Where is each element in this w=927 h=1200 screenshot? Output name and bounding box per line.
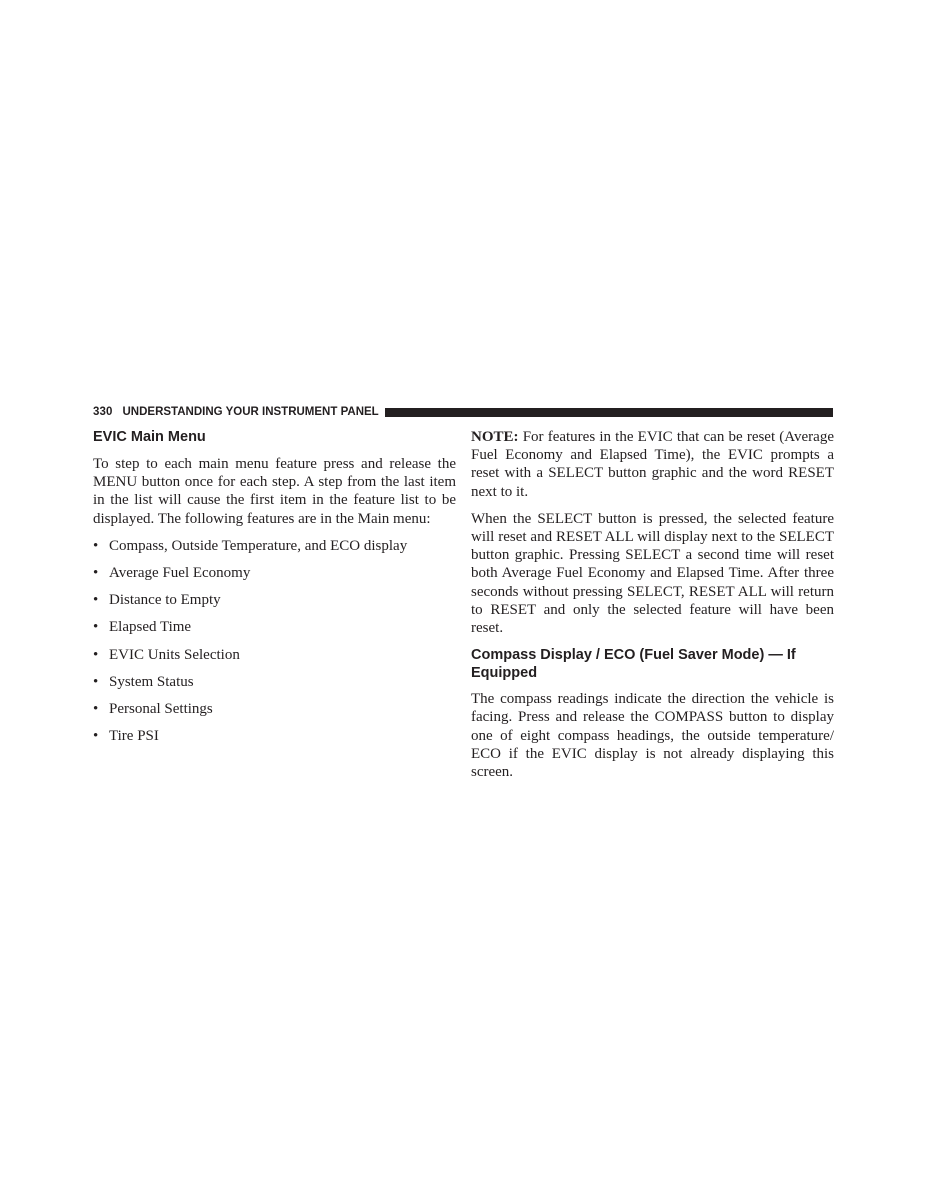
right-column (471, 428, 834, 790)
bullet-icon: • (93, 646, 99, 663)
section-title: UNDERSTANDING YOUR INSTRUMENT PANEL (122, 406, 379, 418)
note-paragraph (471, 428, 834, 501)
list-item-text: Elapsed Time (109, 619, 192, 636)
list-item-text: EVIC Units Selection (109, 646, 240, 663)
list-item (93, 564, 456, 582)
compass-display-heading: Compass Display / ECO (Fuel Saver Mode) — If Equipped (471, 647, 796, 682)
list-item (93, 727, 456, 745)
note-text: For features in the EVIC that can be reset (Average Fuel Economy and Elapsed Time), the EVIC prompts a reset with a SELECT button graphic and the word RESET next to it. (471, 429, 834, 500)
list-item (93, 618, 456, 636)
bullet-icon: • (93, 701, 99, 718)
intro-paragraph: To step to each main menu feature press and release the MENU button once for each step. A step from the last item in the list will cause the first item in the feature list to be displayed. The following features are in the Main menu: (93, 456, 456, 527)
list-item (93, 591, 456, 609)
bullet-icon: • (93, 537, 99, 554)
list-item-text: Distance to Empty (109, 592, 221, 609)
list-item-text: Compass, Outside Temperature, and ECO display (109, 537, 408, 554)
compass-paragraph: The compass readings indicate the direction the vehicle is facing. Press and release the COMPASS button to display one of eight compass headings, the outside temperature/ ECO if the EVIC display is not already displaying this screen. (471, 691, 834, 781)
bullet-icon: • (93, 592, 99, 609)
page-header (93, 405, 833, 419)
page-number: 330 (93, 406, 113, 418)
list-item-text: Personal Settings (109, 701, 213, 718)
bullet-icon: • (93, 619, 99, 636)
header-rule (385, 408, 833, 417)
feature-list (93, 537, 456, 746)
list-item-text: Tire PSI (109, 728, 159, 745)
list-item-text: Average Fuel Economy (109, 565, 251, 582)
left-column (93, 428, 456, 754)
list-item (93, 673, 456, 691)
bullet-icon: • (93, 673, 99, 690)
bullet-icon: • (93, 565, 99, 582)
bullet-icon: • (93, 728, 99, 745)
list-item (93, 537, 456, 555)
note-label: NOTE: (471, 429, 519, 445)
evic-main-menu-heading: EVIC Main Menu (93, 429, 206, 445)
list-item-text: System Status (109, 673, 194, 690)
list-item (93, 700, 456, 718)
list-item (93, 646, 456, 664)
select-reset-paragraph: When the SELECT button is pressed, the selected feature will reset and RESET ALL will display next to the SELECT button graphic. Pressing SELECT a second time will reset both Average Fuel Economy and Elapsed Time. After three seconds without pressing SELECT, RESET ALL will return to RESET and only the selected feature will have been reset. (471, 510, 834, 637)
